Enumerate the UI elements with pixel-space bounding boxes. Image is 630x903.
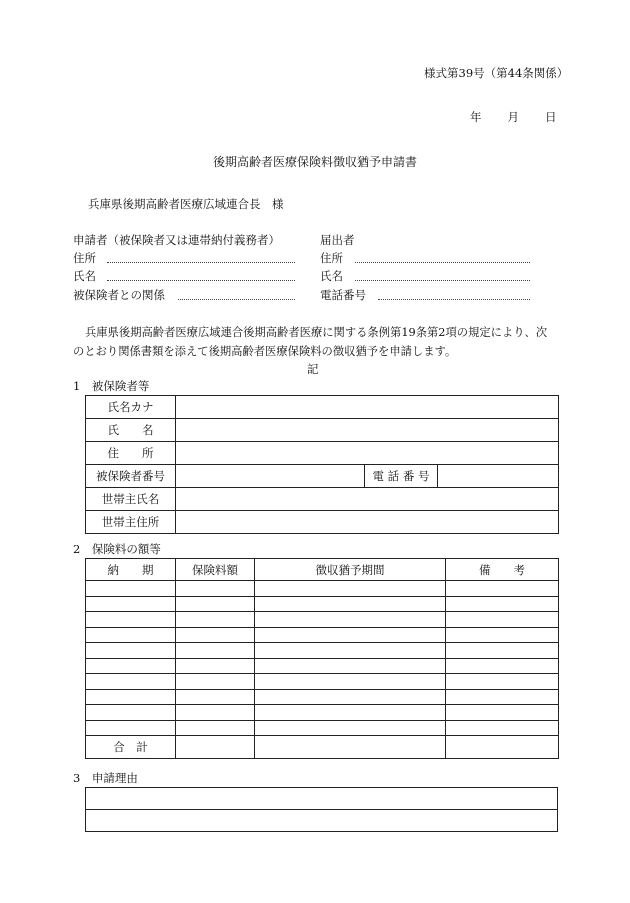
total-label: 合 計 bbox=[86, 736, 176, 759]
body-text-line1: 兵庫県後期高齢者医療広域連合後期高齢者医療に関する条例第19条第2項の規定により、次 bbox=[85, 326, 548, 339]
table-cell[interactable] bbox=[176, 705, 255, 721]
table-row bbox=[86, 596, 559, 612]
premium-table bbox=[85, 558, 559, 759]
table-cell[interactable] bbox=[446, 689, 559, 705]
applicant-address-field[interactable] bbox=[107, 262, 295, 263]
table-cell[interactable] bbox=[446, 612, 559, 628]
column-header: 備 考 bbox=[446, 559, 559, 581]
table-cell[interactable] bbox=[446, 627, 559, 643]
table-cell[interactable] bbox=[176, 627, 255, 643]
table-cell[interactable] bbox=[86, 627, 176, 643]
table-cell[interactable] bbox=[86, 705, 176, 721]
table-cell[interactable] bbox=[255, 627, 446, 643]
applicant-name-label: 氏名 bbox=[73, 269, 96, 283]
table-cell[interactable] bbox=[446, 658, 559, 674]
table-row bbox=[86, 612, 559, 628]
filer-address-field[interactable] bbox=[355, 262, 530, 263]
addressee: 兵庫県後期高齢者医療広域連合長 様 bbox=[88, 197, 284, 211]
table-cell[interactable] bbox=[176, 658, 255, 674]
name-field[interactable] bbox=[176, 419, 559, 442]
table-cell[interactable] bbox=[255, 720, 446, 736]
table-cell[interactable] bbox=[176, 720, 255, 736]
total-row bbox=[86, 736, 559, 759]
table-cell[interactable] bbox=[446, 674, 559, 690]
table-cell[interactable] bbox=[255, 705, 446, 721]
applicant-relation-label: 被保険者との関係 bbox=[73, 288, 165, 302]
ki-label: 記 bbox=[307, 362, 319, 376]
column-header: 納 期 bbox=[86, 559, 176, 581]
insured-number-field[interactable] bbox=[176, 465, 365, 488]
head-address-field[interactable] bbox=[176, 511, 559, 534]
table-cell[interactable] bbox=[86, 643, 176, 659]
section2-heading: 2 保険料の額等 bbox=[73, 542, 161, 556]
phone-label: 電 話 番 号 bbox=[365, 465, 438, 488]
address-label: 住 所 bbox=[86, 442, 176, 465]
applicant-name-field[interactable] bbox=[107, 280, 295, 281]
table-cell[interactable] bbox=[446, 643, 559, 659]
table-cell[interactable] bbox=[255, 596, 446, 612]
filer-name-field[interactable] bbox=[355, 280, 530, 281]
head-name-label: 世帯主氏名 bbox=[86, 488, 176, 511]
table-cell[interactable] bbox=[446, 596, 559, 612]
table-row bbox=[86, 689, 559, 705]
table-row bbox=[86, 674, 559, 690]
table-cell[interactable] bbox=[176, 643, 255, 659]
column-header: 保険料額 bbox=[176, 559, 255, 581]
table-cell[interactable] bbox=[176, 674, 255, 690]
insured-table bbox=[85, 395, 559, 534]
section3-heading: 3 申請理由 bbox=[73, 771, 138, 785]
table-cell[interactable] bbox=[255, 674, 446, 690]
table-cell[interactable] bbox=[176, 612, 255, 628]
filer-phone-label: 電話番号 bbox=[320, 288, 366, 302]
table-cell[interactable] bbox=[86, 720, 176, 736]
total-cell[interactable] bbox=[446, 736, 559, 759]
table-cell[interactable] bbox=[446, 705, 559, 721]
address-field[interactable] bbox=[176, 442, 559, 465]
table-cell[interactable] bbox=[86, 581, 176, 597]
table-cell[interactable] bbox=[86, 612, 176, 628]
head-address-label: 世帯主住所 bbox=[86, 511, 176, 534]
table-cell[interactable] bbox=[255, 643, 446, 659]
table-cell[interactable] bbox=[176, 689, 255, 705]
head-name-field[interactable] bbox=[176, 488, 559, 511]
column-header: 徴収猶予期間 bbox=[255, 559, 446, 581]
name-label: 氏 名 bbox=[86, 419, 176, 442]
applicant-relation-field[interactable] bbox=[178, 299, 295, 300]
filer-name-label: 氏名 bbox=[320, 269, 343, 283]
phone-field[interactable] bbox=[438, 465, 559, 488]
total-cell[interactable] bbox=[255, 736, 446, 759]
table-row bbox=[86, 705, 559, 721]
table-row bbox=[86, 658, 559, 674]
table-cell[interactable] bbox=[86, 658, 176, 674]
reason-line[interactable] bbox=[86, 810, 558, 832]
kana-label: 氏名カナ bbox=[86, 396, 176, 419]
table-cell[interactable] bbox=[255, 658, 446, 674]
filer-address-label: 住所 bbox=[320, 251, 343, 265]
table-cell[interactable] bbox=[446, 581, 559, 597]
table-cell[interactable] bbox=[86, 596, 176, 612]
date-field[interactable]: 年 月 日 bbox=[470, 110, 558, 124]
table-cell[interactable] bbox=[86, 689, 176, 705]
body-text-line2: のとおり関係書類を添えて後期高齢者医療保険料の徴収猶予を申請します。 bbox=[73, 345, 457, 358]
filer-phone-field[interactable] bbox=[378, 299, 530, 300]
table-row bbox=[86, 581, 559, 597]
filer-heading: 届出者 bbox=[320, 233, 355, 247]
table-cell[interactable] bbox=[255, 689, 446, 705]
table-cell[interactable] bbox=[446, 720, 559, 736]
reason-table bbox=[85, 787, 558, 832]
form-number: 様式第39号（第44条関係） bbox=[424, 66, 569, 80]
applicant-address-label: 住所 bbox=[73, 251, 96, 265]
table-cell[interactable] bbox=[255, 581, 446, 597]
insured-number-label: 被保険者番号 bbox=[86, 465, 176, 488]
table-cell[interactable] bbox=[176, 581, 255, 597]
page-title: 後期高齢者医療保険料徴収猶予申請書 bbox=[213, 155, 418, 169]
table-row bbox=[86, 627, 559, 643]
table-cell[interactable] bbox=[176, 596, 255, 612]
section1-heading: 1 被保険者等 bbox=[73, 379, 150, 393]
table-row bbox=[86, 720, 559, 736]
kana-field[interactable] bbox=[176, 396, 559, 419]
reason-line[interactable] bbox=[86, 788, 558, 810]
total-cell[interactable] bbox=[176, 736, 255, 759]
applicant-heading: 申請者（被保険者又は連帯納付義務者） bbox=[73, 233, 280, 247]
table-cell[interactable] bbox=[255, 612, 446, 628]
table-row bbox=[86, 643, 559, 659]
table-cell[interactable] bbox=[86, 674, 176, 690]
